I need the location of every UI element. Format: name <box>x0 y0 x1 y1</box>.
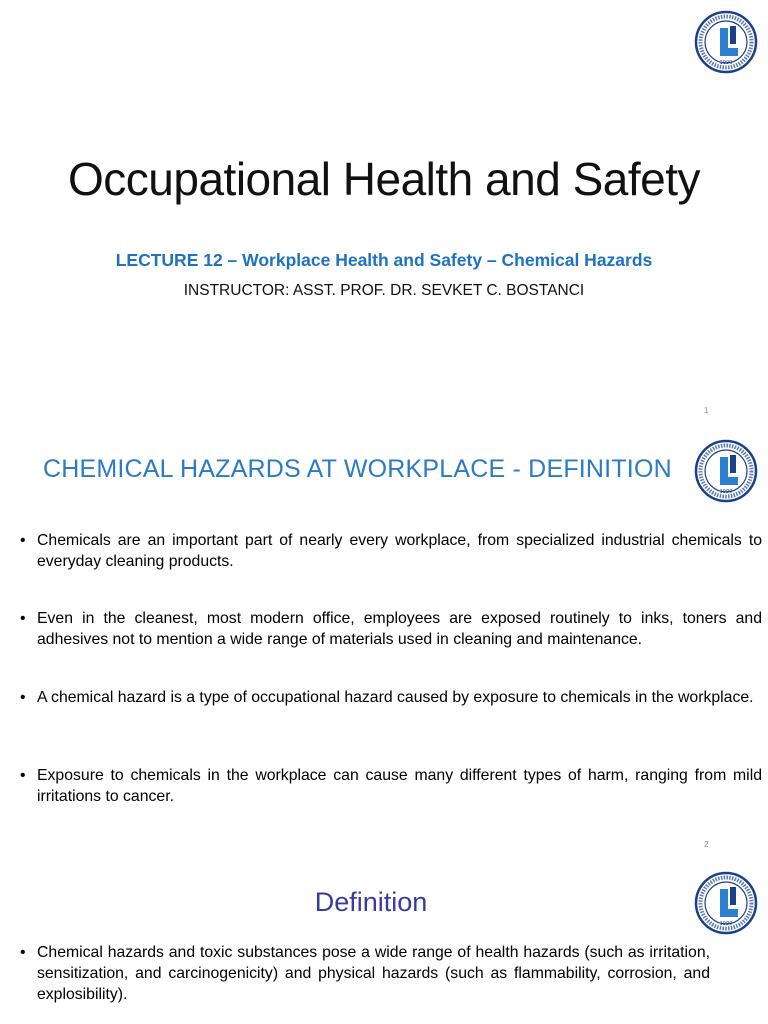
list-item <box>18 942 710 1005</box>
svg-text:1990: 1990 <box>719 60 733 66</box>
bullet-icon: • <box>20 689 26 706</box>
instructor-line: INSTRUCTOR: ASST. PROF. DR. SEVKET C. BOSTANCI <box>183 282 585 299</box>
slide-2 <box>0 425 768 855</box>
bullet-text: Chemical hazards and toxic substances pose a wide range of health hazards (such as irritation, sensitization, and carcinogenicity) and physical hazards (such as flammability, corrosion, and explosibility). <box>37 944 710 1003</box>
bullet-text: Chemicals are an important part of nearly every workplace, from specialized industrial chemicals to everyday cleaning products. <box>37 532 762 570</box>
list-item <box>18 530 762 572</box>
list-item <box>18 608 762 650</box>
bullet-icon: • <box>20 767 26 784</box>
bullet-text: A chemical hazard is a type of occupational hazard caused by exposure to chemicals in the workplace. <box>37 689 754 706</box>
bullet-icon: • <box>20 532 26 549</box>
slide-3 <box>0 855 768 1024</box>
slide-title: CHEMICAL HAZARDS AT WORKPLACE - DEFINITION <box>43 455 672 483</box>
bullet-icon: • <box>20 610 26 627</box>
slide-1 <box>0 0 768 425</box>
lecture-subtitle: LECTURE 12 – Workplace Health and Safety – Chemical Hazards <box>115 250 653 270</box>
presentation-title: Occupational Health and Safety <box>68 153 700 205</box>
svg-text:1990: 1990 <box>719 489 733 495</box>
page-number: 2 <box>704 840 709 849</box>
list-item <box>18 687 762 708</box>
university-seal-icon <box>694 10 758 74</box>
bullet-icon: • <box>20 944 26 961</box>
bullet-text: Exposure to chemicals in the workplace can cause many different types of harm, ranging from mild irritations to cancer. <box>37 767 762 805</box>
university-seal-icon <box>694 439 758 503</box>
svg-text:1990: 1990 <box>719 921 733 927</box>
slide-title: Definition <box>314 887 428 917</box>
bullet-text: Even in the cleanest, most modern office, employees are exposed routinely to inks, toners and adhesives not to mention a wide range of materials used in cleaning and maintenance. <box>37 610 762 648</box>
page-number: 1 <box>704 406 709 415</box>
list-item <box>18 765 762 807</box>
